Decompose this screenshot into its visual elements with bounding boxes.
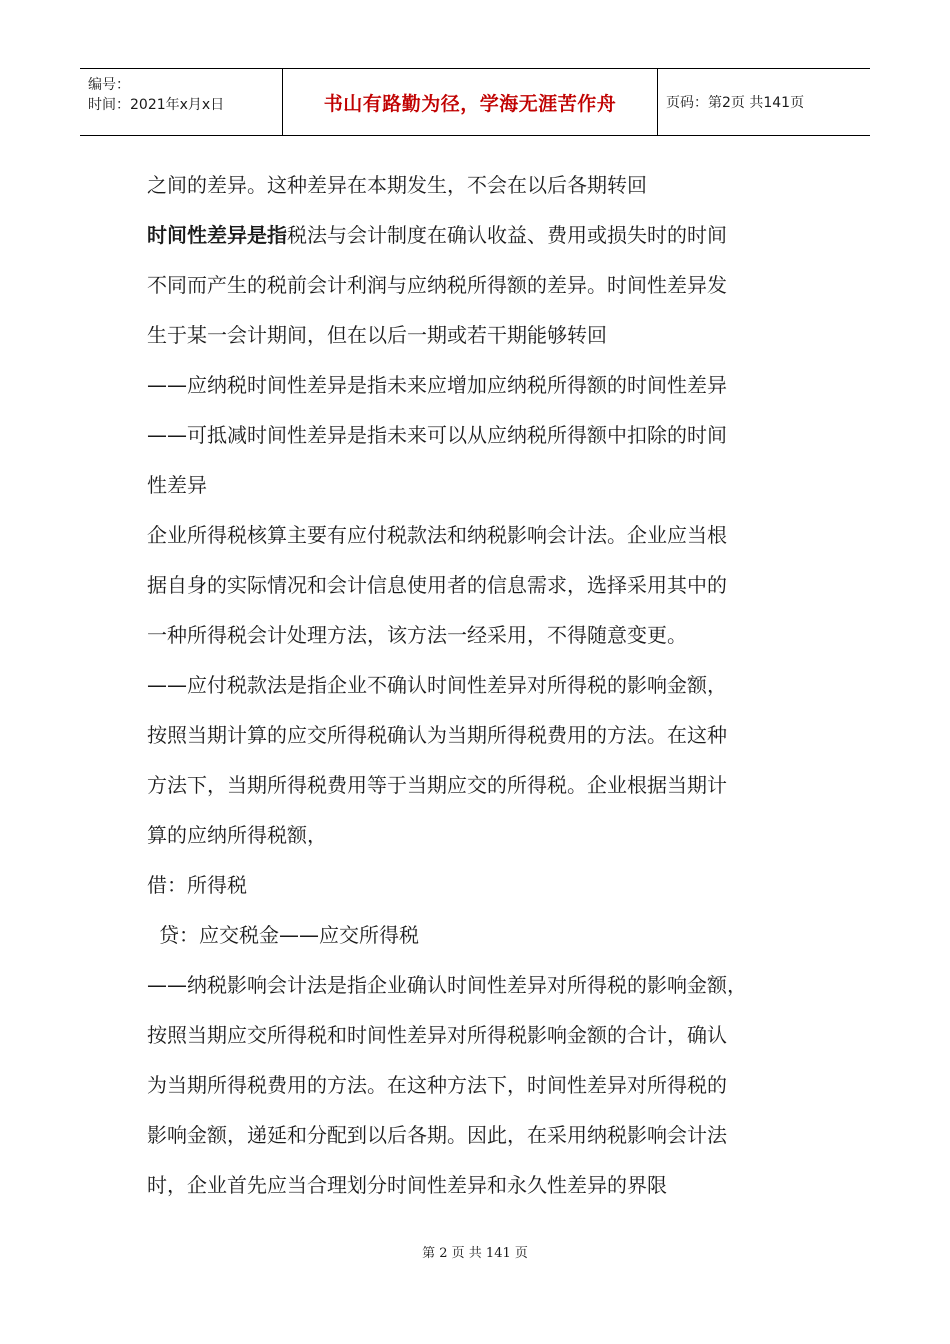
page-header xyxy=(80,68,870,136)
header-motto: 书山有路勤为径，学海无涯苦作舟 xyxy=(283,69,658,135)
body-line: 为当期所得税费用的方法。在这种方法下，时间性差异对所得税的 xyxy=(147,1073,727,1097)
body-line: ——应付税款法是指企业不确认时间性差异对所得税的影响金额， xyxy=(147,673,727,697)
body-line: ——纳税影响会计法是指企业确认时间性差异对所得税的影响金额， xyxy=(147,973,747,997)
journal-credit-line: 贷：应交税金——应交所得税 xyxy=(159,923,419,947)
body-line: 性差异 xyxy=(147,473,207,497)
defined-term: 时间性差异是指 xyxy=(147,223,287,247)
body-line: 企业所得税核算主要有应付税款法和纳税影响会计法。企业应当根 xyxy=(147,523,727,547)
body-line: 影响金额，递延和分配到以后各期。因此，在采用纳税影响会计法 xyxy=(147,1123,727,1147)
body-line: 不同而产生的税前会计利润与应纳税所得额的差异。时间性差异发 xyxy=(147,273,727,297)
body-line-with-term xyxy=(147,210,827,260)
body-line: 据自身的实际情况和会计信息使用者的信息需求，选择采用其中的 xyxy=(147,573,727,597)
page-footer: 第 2 页 共 141 页 xyxy=(422,1246,528,1261)
body-line: 一种所得税会计处理方法，该方法一经采用，不得随意变更。 xyxy=(147,623,687,647)
term-definition: 税法与会计制度在确认收益、费用或损失时的时间 xyxy=(287,223,727,247)
body-line: 按照当期计算的应交所得税确认为当期所得税费用的方法。在这种 xyxy=(147,723,727,747)
body-line: 算的应纳所得税额， xyxy=(147,823,327,847)
document-body xyxy=(147,160,827,1210)
journal-debit-line: 借：所得税 xyxy=(147,873,247,897)
body-line: ——应纳税时间性差异是指未来应增加应纳税所得额的时间性差异 xyxy=(147,373,727,397)
document-time-label: 时间：2021年x月x日 xyxy=(88,97,225,113)
body-line: 方法下，当期所得税费用等于当期应交的所得税。企业根据当期计 xyxy=(147,773,727,797)
body-line: 时，企业首先应当合理划分时间性差异和永久性差异的界限 xyxy=(147,1173,667,1197)
document-number-label: 编号： xyxy=(88,77,130,93)
body-line: 生于某一会计期间，但在以后一期或若干期能够转回 xyxy=(147,323,607,347)
body-line: 按照当期应交所得税和时间性差异对所得税影响金额的合计，确认 xyxy=(147,1023,727,1047)
body-line: 之间的差异。这种差异在本期发生，不会在以后各期转回 xyxy=(147,173,647,197)
header-page-info: 页码：第2页 共141页 xyxy=(666,95,805,111)
body-line: ——可抵减时间性差异是指未来可以从应纳税所得额中扣除的时间 xyxy=(147,423,727,447)
header-meta xyxy=(80,69,283,135)
